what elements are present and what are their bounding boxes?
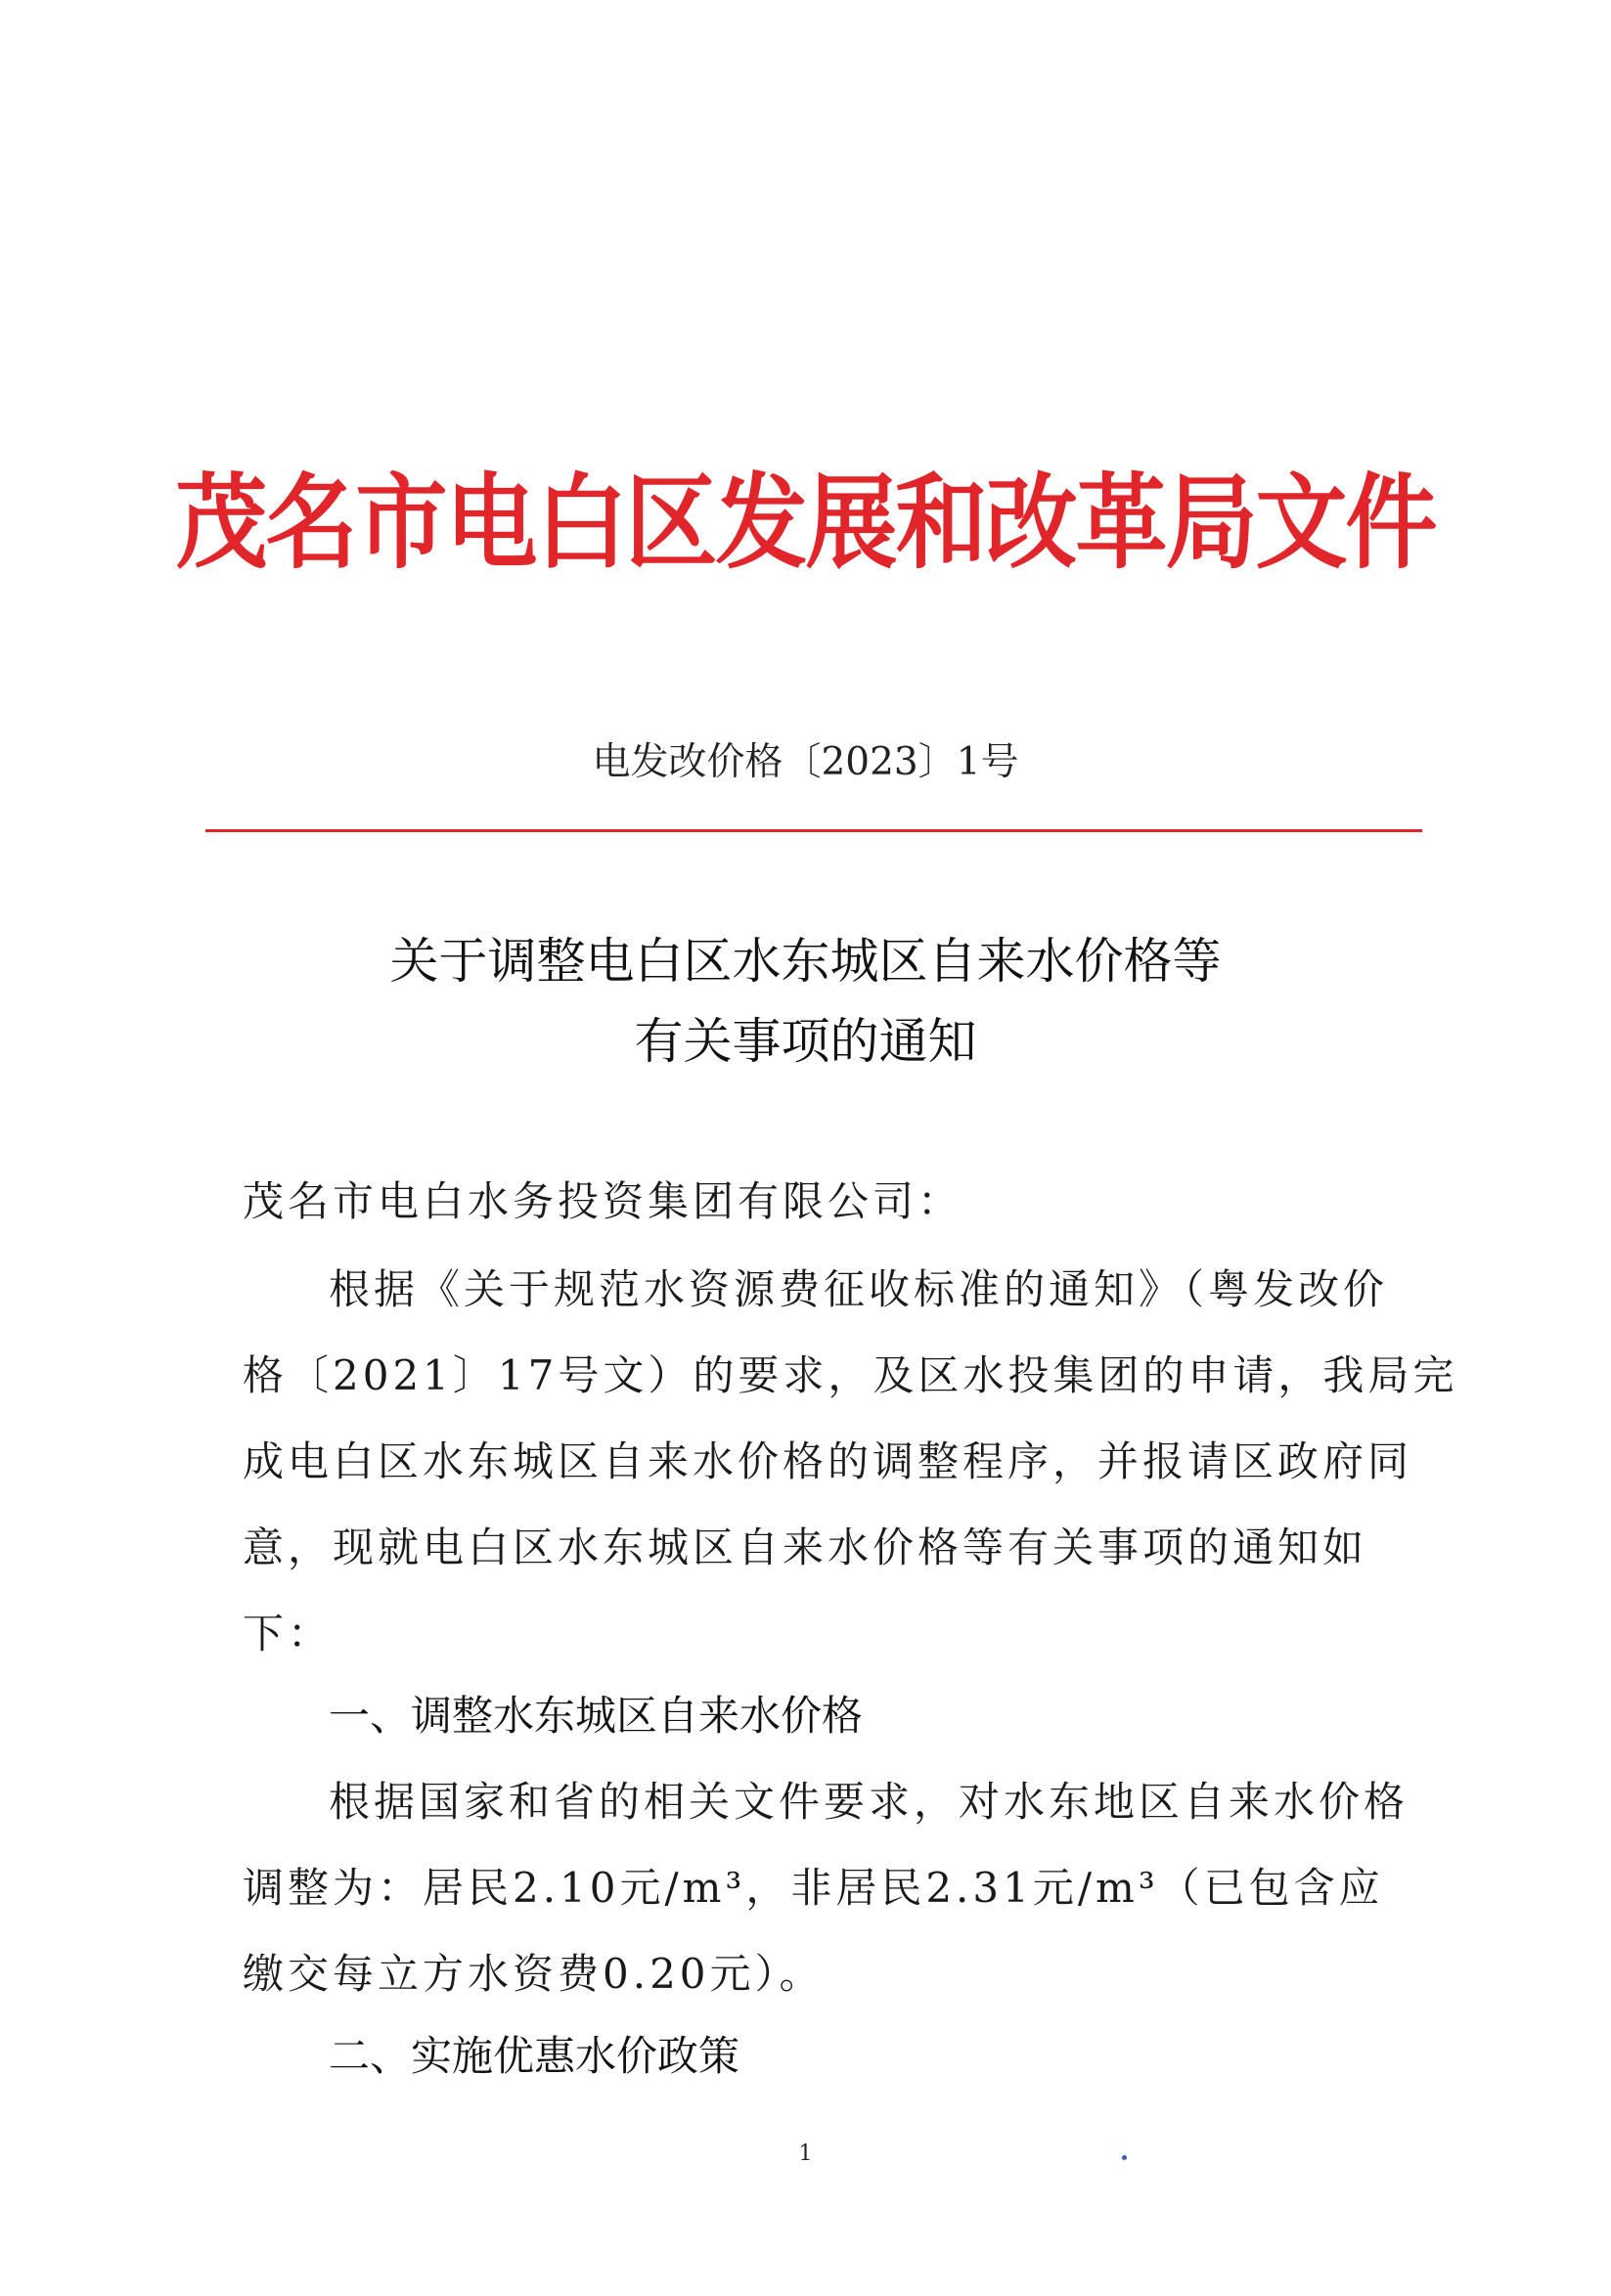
paragraph-line: 成电白区水东城区自来水价格的调整程序，并报请区政府同 — [243, 1437, 1413, 1485]
paragraph-line: 调整为：居民2.10元/m³，非居民2.31元/m³（已包含应 — [243, 1864, 1384, 1912]
page-number: 1 — [798, 2141, 813, 2166]
paragraph-line: 根据国家和省的相关文件要求，对水东地区自来水价格 — [329, 1778, 1410, 1826]
paragraph-line: 格〔2021〕17号文）的要求，及区水投集团的申请，我局完 — [243, 1351, 1458, 1399]
scan-speck — [1122, 2155, 1127, 2160]
notice-title-line-1: 关于调整电白区水东城区自来水价格等 — [389, 933, 1222, 990]
paragraph-line: 根据《关于规范水资源费征收标准的通知》（粤发改价 — [329, 1265, 1389, 1313]
recipient-line: 茂名市电白水务投资集团有限公司： — [243, 1177, 963, 1225]
section-heading-1: 一、调整水东城区自来水价格 — [329, 1692, 864, 1740]
paragraph-line: 意，现就电白区水东城区自来水价格等有关事项的通知如 — [243, 1523, 1368, 1571]
notice-title-line-2: 有关事项的通知 — [634, 1013, 977, 1070]
paragraph-line: 缴交每立方水资费0.20元）。 — [243, 1950, 825, 1998]
section-heading-2: 二、实施优惠水价政策 — [329, 2032, 740, 2080]
issuer-header: 茂名市电白区发展和改革局文件 — [175, 463, 1436, 584]
document-number: 电发改价格〔2023〕1号 — [592, 740, 1019, 784]
paragraph-line: 下： — [243, 1610, 334, 1657]
red-divider — [205, 829, 1422, 832]
